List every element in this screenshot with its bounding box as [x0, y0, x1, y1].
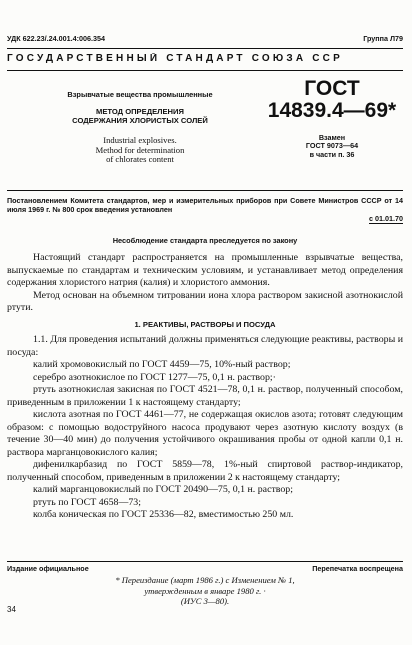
list-item: калий марганцовокислый по ГОСТ 20490—75, 0,1 н. раствор;	[33, 484, 293, 495]
reissue-note	[7, 575, 403, 607]
list-item: калий хромовокислый по ГОСТ 4459—75, 10%-ный раствор;	[33, 359, 291, 370]
method-title-line: СОДЕРЖАНИЯ ХЛОРИСТЫХ СОЛЕЙ	[72, 116, 208, 125]
reissue-line: утвержденным в январе 1980 г. ·	[144, 585, 266, 596]
udk-code: УДК 622.23/.24.001.4:006.354	[7, 34, 105, 43]
reissue-line: * Переиздание (март 1986 г.) с Изменением № 1,	[115, 575, 295, 585]
list-item: серебро азотнокислое по ГОСТ 1277—75, 0,1 н. раствор;·	[33, 371, 276, 383]
list-item: ртуть по ГОСТ 4658—73;	[33, 496, 141, 508]
english-title-line: Industrial explosives.	[103, 135, 177, 145]
english-title-line: of chlorates content	[106, 154, 174, 164]
english-title	[40, 136, 240, 165]
title-rule	[7, 190, 403, 191]
list-item: ртуть азотнокислая закисная по ГОСТ 4521—78, 0,1 н. раствор, полученный способом, приведенным в приложении 1 к настоящему стандарту;	[7, 384, 403, 408]
footer-rule	[7, 561, 403, 562]
list-item: 1.1. Для проведения испытаний должны применяться следующие реактивы, растворы и посуда:	[7, 334, 403, 358]
gost-number: 14839.4—69*	[267, 99, 397, 122]
gost-id-block	[262, 78, 402, 159]
list-item: дифенилкарбазид по ГОСТ 5859—78, 1%-ный спиртовой раствор-индикатор, полученный способом, приведенным в приложении 2 к настоящему стандарту;	[7, 459, 403, 483]
reprint-prohibited: Перепечатка воспрещена	[312, 564, 403, 573]
header-top-row	[7, 34, 403, 46]
replaces-note	[262, 134, 402, 159]
effective-date: с 01.01.70	[369, 214, 403, 223]
list-item: кислота азотная по ГОСТ 4461—77, не содержащая окислов азота; готовят следующим образом: с помощью водоструйного насоса продувают через азотную кислоту воздух (в течение 30—40 мин) до получения устойчивого окрашивания пробы от одной капли 0,1 н. раствора марганцовокислого калия;	[7, 409, 403, 458]
replaces-line: Взамен	[318, 133, 346, 142]
subject-title: Взрывчатые вещества промышленные	[67, 90, 213, 99]
english-title-line: Method for determination	[95, 144, 185, 155]
replaces-line: ГОСТ 9073—64	[305, 141, 359, 151]
main-text	[7, 252, 403, 522]
intro-paragraph: Настоящий стандарт распространяется на промышленные взрывчатые вещества, выпускаемые по стандартам и техническим условиям, и устанавливает метод определения содержания хлористого натрия (калия) и хлористого аммония.	[7, 252, 403, 288]
decree-text: Постановлением Комитета стандартов, мер и измерительных приборов при Совете Министров СССР от 14 июля 1969 г. № 800 срок введения установлен	[7, 196, 403, 214]
page-number: 34	[7, 605, 16, 614]
gost-label: ГОСТ	[304, 77, 360, 100]
footer-row	[7, 564, 403, 574]
title-left-block	[40, 90, 240, 165]
header-rule-top	[7, 48, 403, 49]
list-item: колба коническая по ГОСТ 25336—82, вместимостью 250 мл.	[33, 509, 294, 520]
replaces-line: в части п. 36	[309, 149, 355, 159]
gov-standard-banner: ГОСУДАРСТВЕННЫЙ СТАНДАРТ СОЮЗА ССР	[7, 53, 343, 64]
section-heading: 1. РЕАКТИВЫ, РАСТВОРЫ И ПОСУДА	[134, 319, 276, 329]
group-code: Группа Л79	[363, 34, 403, 43]
intro-paragraph: Метод основан на объемном титровании иона хлора раствором закисной азотнокислой ртути.	[7, 289, 403, 313]
decree-paragraph	[7, 196, 403, 223]
header-rule-bottom	[7, 70, 403, 71]
official-edition: Издание официальное	[7, 564, 89, 573]
reissue-line: (ИУС 3—80).	[180, 596, 230, 606]
effective-date-line	[7, 214, 403, 223]
method-title	[40, 107, 240, 125]
legal-warning: Несоблюдение стандарта преследуется по закону	[112, 236, 298, 245]
method-title-line: МЕТОД ОПРЕДЕЛЕНИЯ	[96, 107, 184, 116]
